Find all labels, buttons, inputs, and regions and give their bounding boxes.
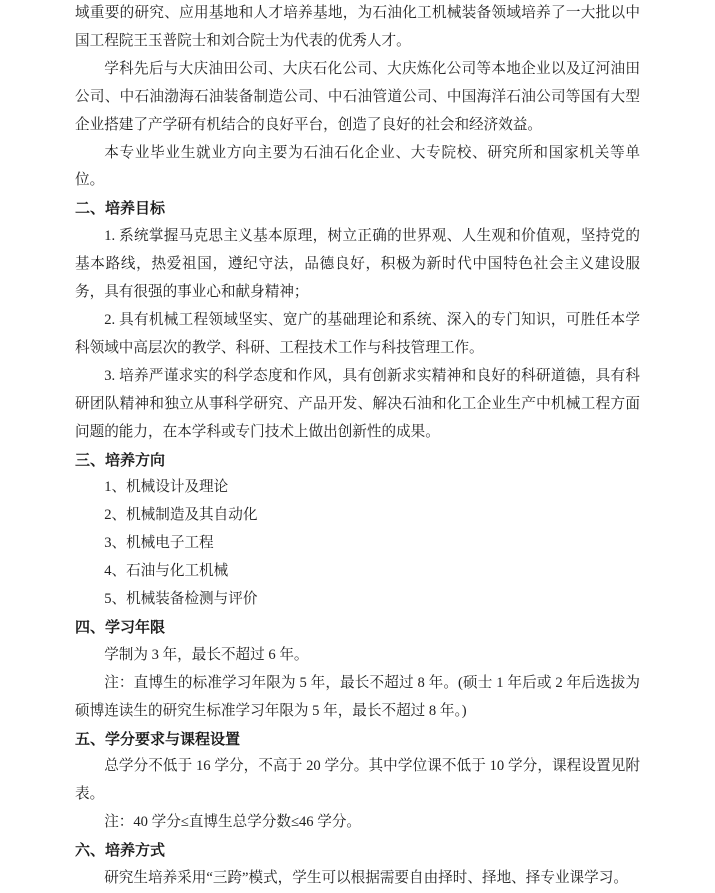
study-duration-text: 学制为 3 年，最长不超过 6 年。: [104, 646, 309, 663]
paragraph-continuation-talent-base: 域重要的研究、应用基地和人才培养基地，为石油化工机械装备领域培养了一大批以中国工程院王玉普院士和刘合院士为代表的优秀人才。: [75, 5, 640, 49]
objective-item-2: 2. 具有机械工程领域坚实、宽广的基础理论和系统、深入的专门知识，可胜任本学科领域中高层次的教学、科研、工程技术工作与科技管理工作。: [75, 311, 640, 356]
direction-item-2: 2、机械制造及其自动化: [104, 507, 258, 524]
paragraph-employment-direction: 本专业毕业生就业方向主要为石油石化企业、大专院校、研究所和国家机关等单位。: [75, 144, 640, 189]
direction-item-1: 1、机械设计及理论: [104, 479, 229, 496]
section-heading-credit-requirements: 五、学分要求与课程设置: [75, 730, 241, 748]
training-mode-text: 研究生培养采用“三跨”模式，学生可以根据需要自由择时、择地、择专业课学习。: [104, 870, 628, 887]
paragraph-industry-cooperation: 学科先后与大庆油田公司、大庆石化公司、大庆炼化公司等本地企业以及辽河油田公司、中石油渤海石油装备制造公司、中石油管道公司、中国海洋石油公司等国有大型企业搭建了产学研有机结合的良好平台，创造了良好的社会和经济效益。: [75, 60, 640, 133]
direction-item-5: 5、机械装备检测与评价: [104, 591, 258, 608]
direction-item-4: 4、石油与化工机械: [104, 563, 229, 580]
direction-item-3: 3、机械电子工程: [104, 535, 214, 552]
objective-item-1: 1. 系统掌握马克思主义基本原理，树立正确的世界观、人生观和价值观，坚持党的基本路线，热爱祖国，遵纪守法，品德良好，积极为新时代中国特色社会主义建设服务，具有很强的事业心和献身精神；: [75, 228, 640, 301]
study-duration-note: 注：直博生的标准学习年限为 5 年，最长不超过 8 年。(硕士 1 年后或 2 年后选拔为硕博连读生的研究生标准学习年限为 5 年，最长不超过 8 年。): [75, 674, 640, 719]
section-heading-training-mode: 六、培养方式: [75, 842, 166, 860]
credit-requirements-note: 注：40 学分≤直博生总学分数≤46 学分。: [104, 814, 362, 831]
section-heading-training-directions: 三、培养方向: [75, 451, 166, 469]
objective-item-3: 3. 培养严谨求实的科学态度和作风，具有创新求实精神和良好的科研道德，具有科研团队精神和独立从事科学研究、产品开发、解决石油和化工企业生产中机械工程方面问题的能力，在本学科或专门技术上做出创新性的成果。: [75, 367, 640, 440]
credit-requirements-text: 总学分不低于 16 学分，不高于 20 学分。其中学位课不低于 10 学分，课程设置见附表。: [75, 758, 640, 803]
section-heading-training-objectives: 二、培养目标: [75, 200, 166, 218]
section-heading-study-duration: 四、学习年限: [75, 618, 166, 636]
